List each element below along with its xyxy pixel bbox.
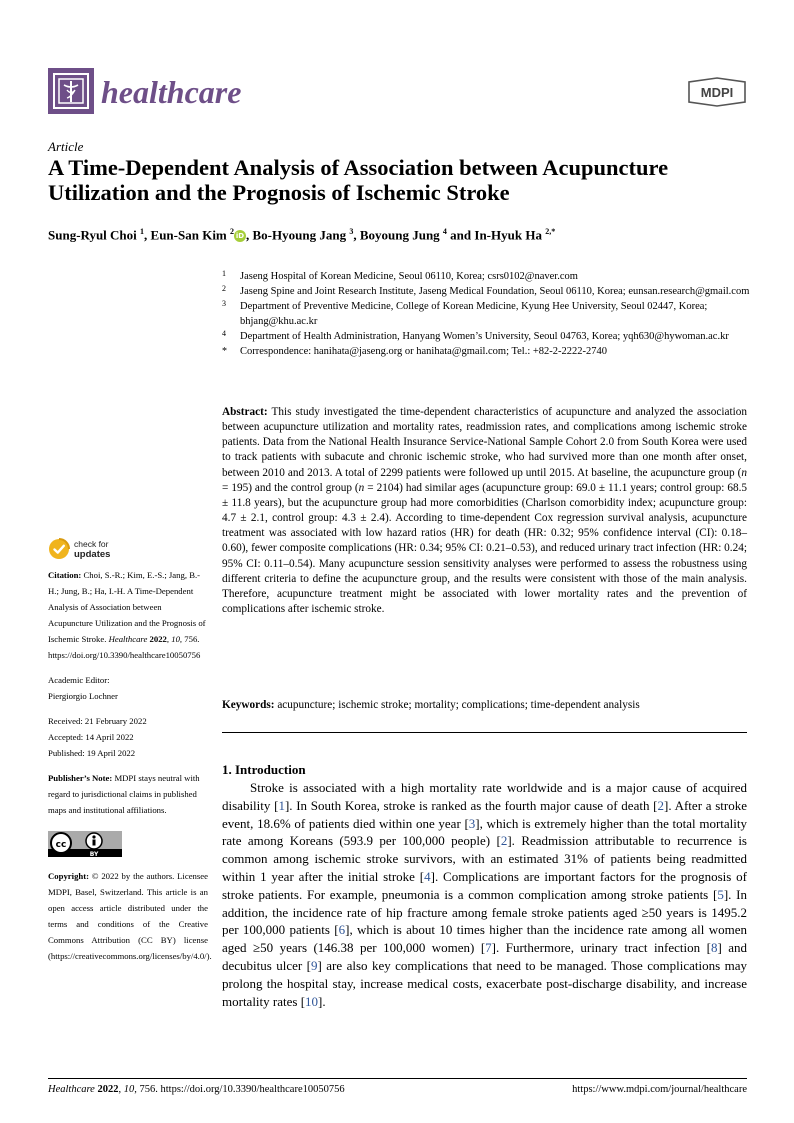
citation-volume: 10	[171, 634, 180, 644]
editor-name: Piergiorgio Lochner	[48, 691, 118, 701]
copyright-block	[48, 868, 212, 964]
affiliation-item	[222, 269, 752, 284]
cc-by-license-icon[interactable]	[48, 831, 122, 857]
citation-link[interactable]: 6	[338, 922, 346, 938]
author-name: Bo-Hyoung Jang	[252, 227, 347, 243]
section-divider	[222, 732, 747, 733]
affiliation-number: *	[222, 346, 227, 357]
abstract-text: This study investigated the time-dependent characteristics of acupuncture and analyzed the association between acupuncture utilization and mortality rates, readmission rates, and complications among ischemic stroke patients. Data from the National Health Insurance Service-National Sample Cohort 2.0 from South Korea were used to track patients with subacute and chronic ischemic stroke, who had survived more than one month after onset, between 2010 and 2013. A total of 2299 patients were followed up until 2015. At baseline, the acupuncture group (n = 195) and the control group (n = 2104) had similar ages (acupuncture group: 69.0 ± 11.1 years; control group: 68.5 ± 11.8 years), but the acupuncture group had more comorbidities (Charlson comorbidity index; acupuncture group: 4.7 ± 2.1, control group: 4.3 ± 2.4). According to time-dependent Cox regression survival analysis, acupuncture treatment was associated with low hazard ratios (HR) for death (HR: 0.32; 95% confidence interval (CI): 0.18–0.60), fewer composite complications (HR: 0.34; 95% CI: 0.21–0.53), and reduced urinary tract infection (HR: 0.24; 95% CI: 0.11–0.54). Many acupuncture session sensitivity analyses were performed to assess the robustness using different criteria to define the acupuncture group, and the results were consistent with those of the main analysis. Therefore, acupuncture treatment might be associated with lower mortality rates and the prevention of complications after ischemic stroke.	[222, 406, 748, 616]
affiliation-text: Correspondence: hanihata@jaseng.org or hanihata@gmail.com; Tel.: +82-2-2222-2740	[240, 346, 608, 357]
author-name: Boyoung Jung	[359, 227, 440, 243]
author-affiliation-sup: 2,*	[545, 227, 556, 236]
affiliation-number: 3	[222, 299, 226, 308]
citation-link[interactable]: 4	[424, 868, 431, 884]
footer-journal: Healthcare	[48, 1084, 95, 1095]
affiliation-text: Jaseng Hospital of Korean Medicine, Seoul 06110, Korea; csrs0102@naver.com	[240, 271, 578, 282]
affiliation-item	[222, 344, 752, 359]
affiliations	[222, 269, 752, 359]
accepted-date: Accepted: 14 April 2022	[48, 732, 134, 742]
footer-volume: 10	[123, 1084, 135, 1095]
publisher-note-label: Publisher’s Note:	[48, 773, 113, 783]
affiliation-number: 1	[222, 269, 226, 278]
check-for-updates-button[interactable]	[48, 538, 148, 564]
article-type: Article	[48, 139, 84, 154]
intro-paragraph: Stroke is associated with a high mortality rate worldwide and is a major cause of acquired disability [1]. In South Korea, stroke is ranked as the fourth major cause of death [2]. After a stroke event, 18.6% of patients died within one year [3], which is extremely higher than the total mortality rate among Koreans (593.9 per 100,000 people) [2]. Readmission attributable to recurrence is common among ischemic stroke survivors, with an estimated 31% of patients being readmitted within 1 year after the initial stroke [4]. Complications are important factors for the prognosis of stroke patients. For example, pneumonia is a common complication among stroke patients [5]. In addition, the incidence rate of hip fracture among female stroke patients aged ≥50 years is 1495.2 per 100,000 patients [6], which is about 10 times higher than the incidence rate among all women aged ≥50 years (146.38 per 100,000 women) [7]. Furthermore, urinary tract infection [8] and decubitus ulcer [9] are also key complications that need to be managed. Those complications may prolong the hospital stay, increase medical costs, exacerbate post-discharge disability, and increase mortality rates [10].	[222, 780, 747, 1009]
affiliation-number: 2	[222, 284, 226, 293]
author-affiliation-sup: 3	[349, 227, 354, 236]
check-updates-icon	[48, 538, 70, 560]
citation-link[interactable]: 10	[305, 993, 319, 1009]
citation-link[interactable]: 2	[657, 797, 665, 813]
mdpi-logo-text: MDPI	[700, 85, 734, 100]
affiliation-text: Department of Health Administration, Hanyang Women’s University, Seoul 04763, Korea; yqh630@hywoman.ac.kr	[240, 331, 729, 342]
editor-label: Academic Editor:	[48, 675, 110, 685]
orcid-icon[interactable]: iD	[235, 232, 245, 241]
editor-block	[48, 672, 208, 704]
footer-journal-url[interactable]: https://www.mdpi.com/journal/healthcare	[572, 1084, 747, 1095]
author-name: Eun-San Kim	[150, 227, 227, 243]
published-date: Published: 19 April 2022	[48, 748, 136, 758]
sidebar	[48, 567, 212, 973]
affiliation-item	[222, 299, 752, 329]
publisher-note-text: MDPI stays neutral with regard to jurisdictional claims in published maps and institutional affiliations.	[48, 773, 200, 815]
keywords-label: Keywords:	[222, 699, 275, 711]
check-updates-line2: updates	[74, 549, 111, 560]
affiliation-item	[222, 284, 752, 299]
author-affiliation-sup: 1	[140, 227, 145, 236]
mdpi-logo-icon[interactable]	[688, 77, 746, 107]
svg-text:cc: cc	[55, 840, 67, 850]
citation-doi[interactable]: , 756. https://doi.org/10.3390/healthcare10050756	[48, 634, 201, 660]
affiliation-number: 4	[222, 329, 226, 338]
author-name: In-Hyuk Ha	[474, 227, 542, 243]
citation-link[interactable]: 5	[717, 886, 724, 902]
footer-year: 2022	[97, 1084, 119, 1095]
received-date: Received: 21 February 2022	[48, 716, 147, 726]
citation-block: Citation: Choi, S.-R.; Kim, E.-S.; Jang, B.-H.; Jung, B.; Ha, I.-H. A Time-Dependent Analysis of Association between Acupuncture Utilization and the Prognosis of Ischemic Stroke. Healthcare 2022, 10, 756. https://doi.org/10.3390/healthcare10050756	[48, 570, 206, 660]
check-updates-line1: check for	[74, 539, 109, 549]
citation-link[interactable]: 7	[485, 940, 492, 956]
author-name: Sung-Ryul Choi	[48, 227, 137, 243]
footer-doi[interactable]: , 756. https://doi.org/10.3390/healthcare10050756	[134, 1084, 345, 1095]
affiliation-text: Jaseng Spine and Joint Research Institute, Jaseng Medical Foundation, Seoul 06110, Korea; eunsan.research@gmail.com	[240, 286, 750, 297]
copyright-label: Copyright:	[48, 871, 90, 881]
citation-journal: Healthcare	[108, 634, 148, 644]
svg-text:BY: BY	[89, 851, 99, 857]
affiliation-item	[222, 329, 752, 344]
keywords	[222, 698, 747, 713]
affiliation-text: Department of Preventive Medicine, College of Korean Medicine, Kyung Hee University, Seoul 02447, Korea; bhjang@khu.ac.kr	[240, 301, 708, 327]
abstract-label: Abstract:	[222, 406, 268, 418]
abstract	[222, 405, 747, 617]
section-heading-introduction: 1. Introduction	[222, 762, 306, 777]
article-title: A Time-Dependent Analysis of Association between Acupuncture Utilization and the Prognosis of Ischemic Stroke	[48, 155, 669, 205]
citation-link[interactable]: 8	[710, 940, 718, 956]
copyright-text: © 2022 by the authors. Licensee MDPI, Basel, Switzerland. This article is an open access article distributed under the terms and conditions of the Creative Commons Attribution (CC BY) license (https://creativecommons.org/licenses/by/4.0/).	[48, 871, 212, 961]
author-affiliation-sup: 2	[230, 227, 235, 236]
citation-year: 2022	[149, 634, 167, 644]
journal-logo-icon	[48, 68, 94, 114]
citation-link[interactable]: 3	[468, 815, 476, 831]
citation-link[interactable]: 9	[311, 957, 318, 973]
citation-link[interactable]: 1	[278, 797, 285, 813]
publisher-note	[48, 770, 208, 818]
author-list: Sung-Ryul Choi $^1$, Eun-San Kim $^2$iD , Bo-Hyoung Jang $^3$, Boyoung Jung $^4$ and In-Hyuk Ha $^{2,*}$	[48, 227, 556, 243]
dates-block	[48, 713, 208, 761]
keywords-text: acupuncture; ischemic stroke; mortality; complications; time-dependent analysis	[277, 699, 640, 711]
footer-rule	[48, 1078, 747, 1079]
citation-link[interactable]: 2	[500, 833, 508, 849]
citation-label: Citation:	[48, 570, 82, 580]
journal-name[interactable]: healthcare	[101, 74, 242, 110]
citation-text: Choi, S.-R.; Kim, E.-S.; Jang, B.-H.; Jung, B.; Ha, I.-H. A Time-Dependent Analysis of Association between Acupuncture Utilization and the Prognosis of Ischemic Stroke.	[48, 570, 206, 644]
author-affiliation-sup: 4	[442, 227, 447, 236]
footer-citation: Healthcare 2022, 10, 756. https://doi.org/10.3390/healthcare10050756	[48, 1084, 345, 1095]
